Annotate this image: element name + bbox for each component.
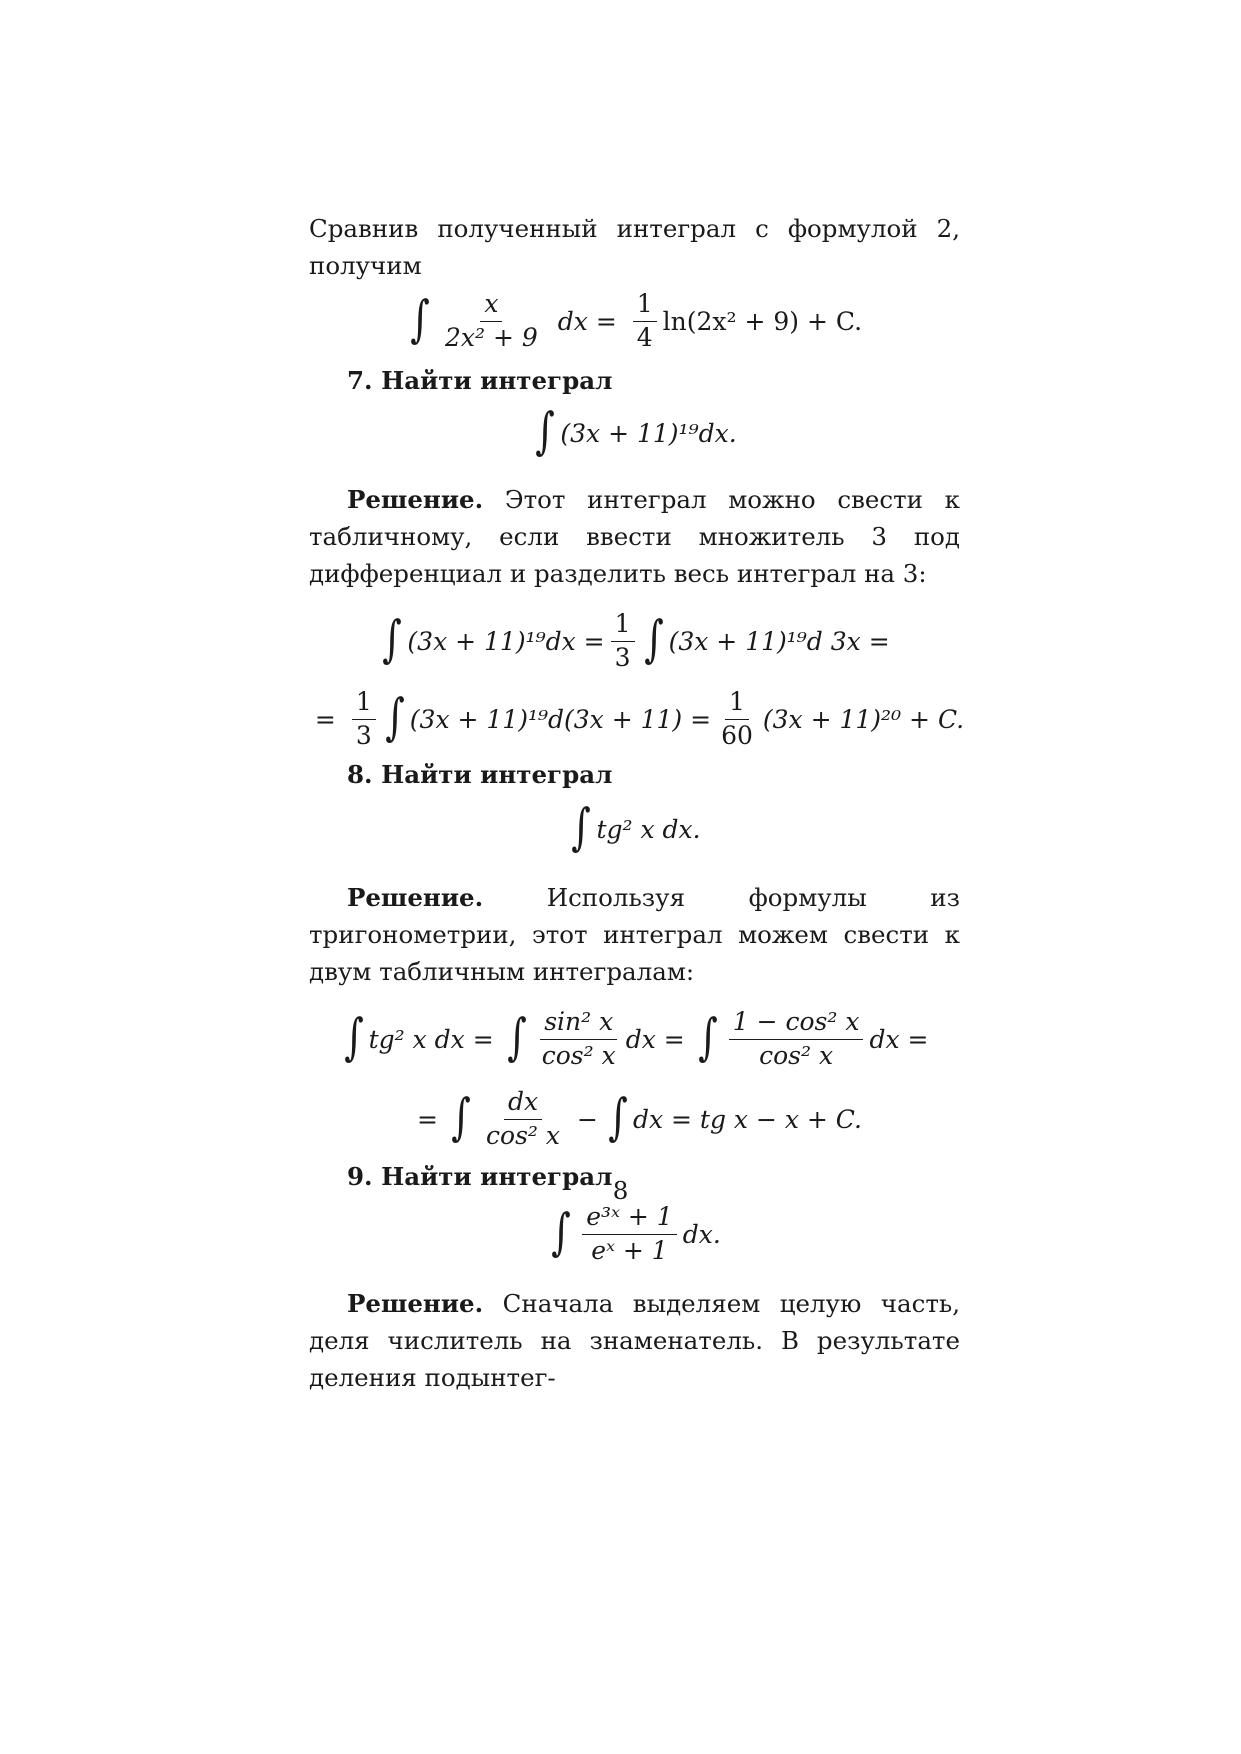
integral-sign: ∫: [697, 1008, 718, 1066]
eq1-mid: dx =: [557, 306, 617, 336]
fraction: $\frac{dx}{\text{cos² x}}$: [486, 1086, 560, 1150]
integral-sign: ∫: [451, 1088, 471, 1146]
problem-9-integral: ∫ $\frac{\text{e³ˣ + 1}}{\text{eˣ + 1}}$ dx.: [551, 1201, 721, 1265]
integral-sign: ∫: [410, 290, 430, 348]
fraction: $\frac{1}{3}$: [352, 688, 376, 751]
fraction: $\frac{1}{3}$: [611, 610, 635, 673]
integral-sign: ∫: [551, 1203, 572, 1261]
fraction: $\frac{\text{1 − cos² x}}{\text{cos² x}}$: [729, 1008, 864, 1071]
problem-7-integral: ∫ (3x + 11)¹⁹dx.: [535, 402, 737, 460]
problem-8-solution: Решение. Используя формулы из тригонометрии, этот интеграл можем свести к двум табличным интегралам:: [309, 883, 960, 986]
problem-7-derivation-line-1: ∫ (3x + 11)¹⁹dx = $\frac{1}{3}$ ∫ (3x + 11)¹⁹d 3x =: [382, 608, 890, 672]
problem-7-heading: 7. Найти интеграл: [347, 366, 613, 395]
problem-7-derivation-line-2: = $\frac{1}{3}$ ∫ (3x + 11)¹⁹d(3x + 11) = $\frac{1}{60}$ (3x + 11)²⁰ + C.: [314, 686, 965, 750]
equation-1: [309, 284, 960, 358]
problem-8-derivation-line-1: ∫ tg² x dx = ∫ $\frac{\text{sin² x}}{\text{cos² x}}$ dx = ∫ $\frac{\text{1 − cos² x}}{\text{cos² x}}$ dx =: [343, 1006, 929, 1070]
integral-sign: ∫: [506, 1008, 527, 1066]
fraction: $\frac{1}{60}$: [721, 686, 753, 750]
problem-9-solution: Решение. Сначала выделяем целую часть, деля числитель на знаменатель. В результате деления подынтег-: [309, 1289, 960, 1392]
fraction: $\frac{\text{e³ˣ + 1}}{\text{eˣ + 1}}$: [582, 1203, 676, 1266]
integral-sign: ∫: [343, 1008, 364, 1066]
problem-8-integral: ∫ tg² x dx.: [571, 798, 701, 856]
problem-7-solution: Решение. Этот интеграл можно свести к табличному, если ввести множитель 3 под дифференциал и разделить весь интеграл на 3:: [309, 485, 960, 588]
problem-8-heading: 8. Найти интеграл: [347, 760, 613, 789]
integral-sign: ∫: [384, 688, 405, 746]
fraction: $\frac{x}{\text{2x² + 9}}$: [444, 288, 538, 352]
intro-paragraph: Сравнив полученный интеграл с формулой 2, получим: [309, 214, 960, 280]
fraction: $\frac{\text{sin² x}}{\text{cos² x}}$: [541, 1006, 616, 1070]
page-number: 8: [612, 1176, 629, 1205]
integral-sign: ∫: [608, 1088, 628, 1146]
page-content: [309, 210, 965, 1396]
integral-sign: ∫: [382, 610, 403, 668]
integral-sign: ∫: [571, 798, 592, 856]
problem-8-derivation-line-2: = ∫ $\frac{dx}{\text{cos² x}}$ − ∫ dx = tg x − x + C.: [417, 1086, 862, 1150]
integral-sign: ∫: [535, 402, 556, 460]
fraction: $\frac{1}{4}$: [633, 290, 657, 353]
problem-9-heading: 9. Найти интеграл: [347, 1162, 613, 1191]
eq1-rhs: ln(2x² + 9) + C.: [662, 306, 863, 336]
integral-sign: ∫: [643, 610, 664, 668]
